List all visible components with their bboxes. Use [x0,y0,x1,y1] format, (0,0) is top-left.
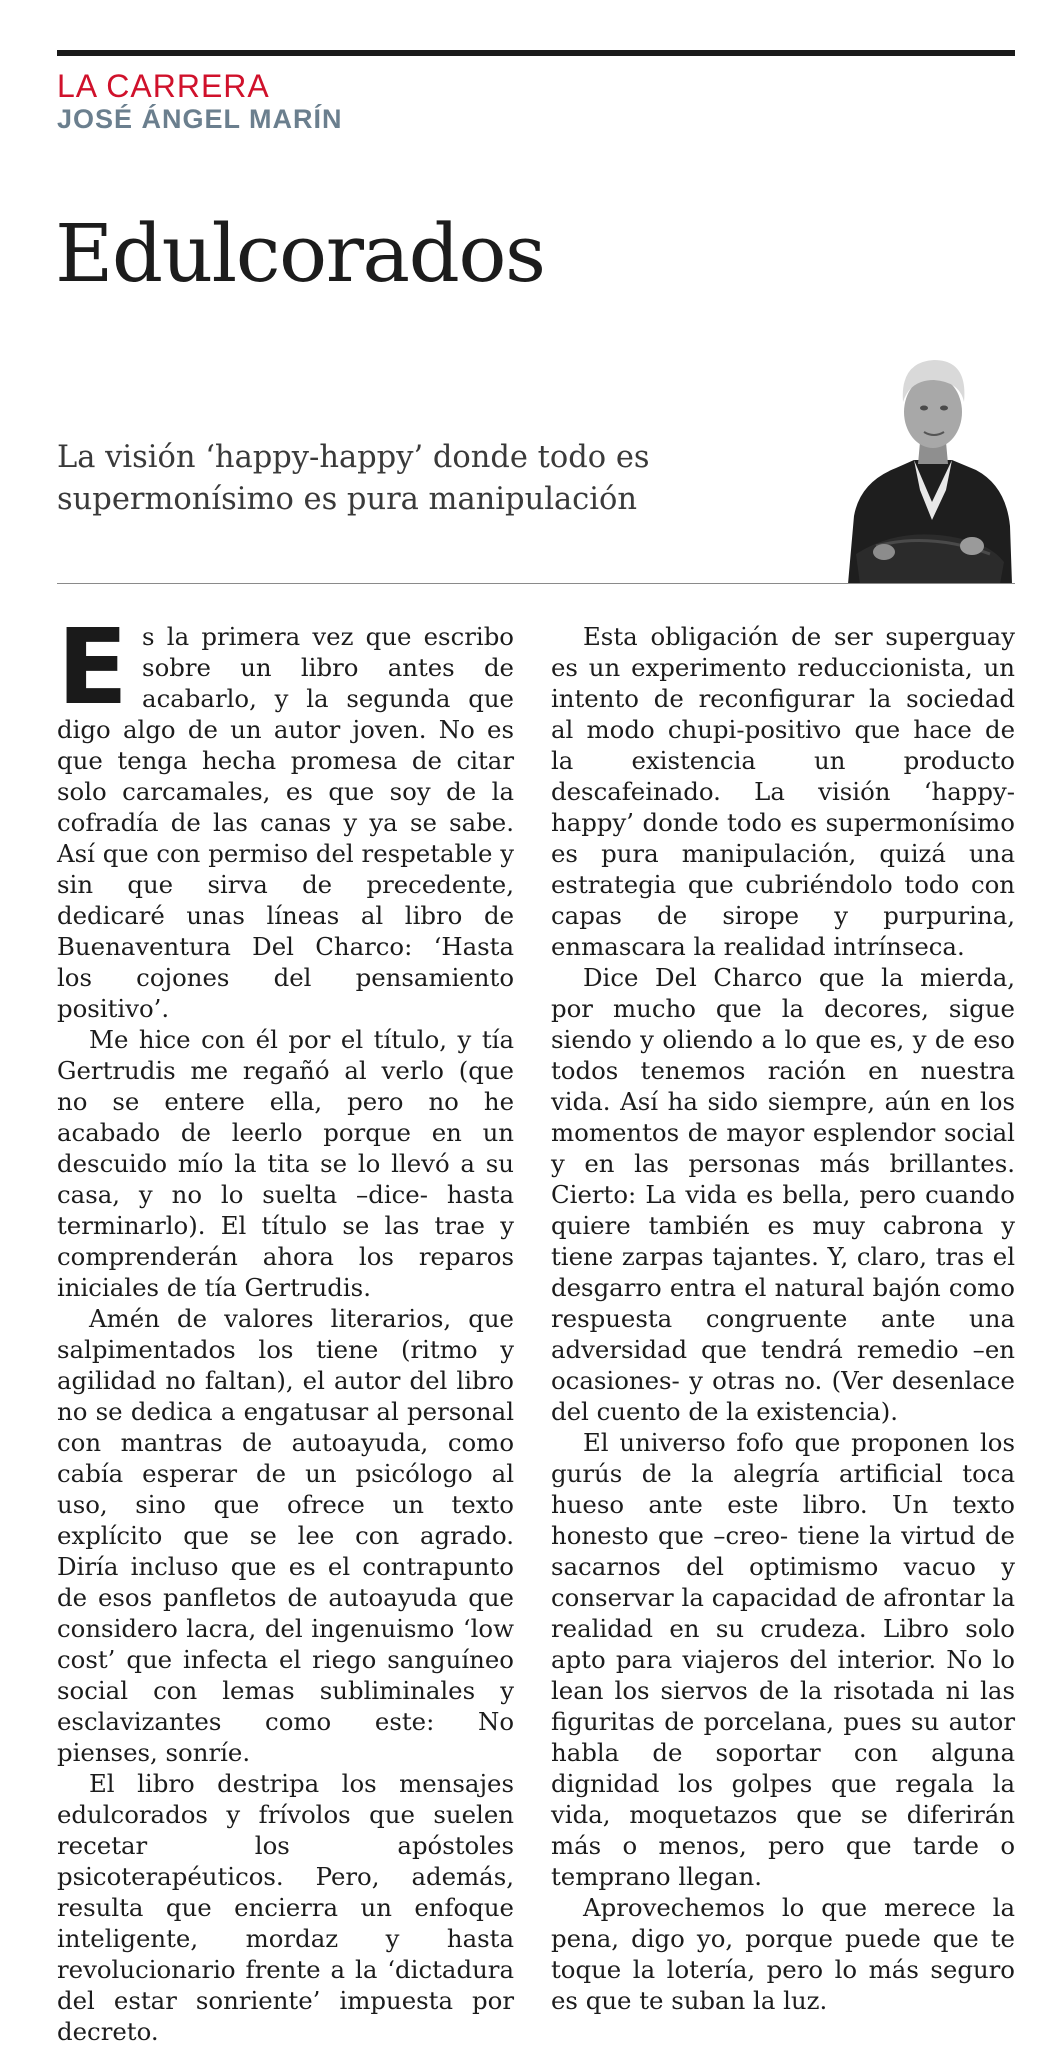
paragraph-8: Aprovechemos lo que merece la pena, digo yo, porque puede que te toque la lotería, pero lo más seguro es que te suban la luz. [551,1893,1015,2015]
subheadline: La visión ‘happy-happy’ donde todo es supermonísimo es pura manipulación [57,440,650,517]
drop-cap: E [57,606,129,728]
top-rule [57,50,1015,56]
column-right [551,621,1015,2016]
paragraph-2: Me hice con él por el título, y tía Gertrudis me regañó al verlo (que no se entere ella, pero no he acabado de leerlo porque en un descuido mío la tita se lo llevó a su casa, y no lo suelta –dice- hasta terminarlo). El título se las trae y comprenderán ahora los reparos iniciales de tía Gertrudis. [57,1025,514,1302]
paragraph-3: Amén de valores literarios, que salpimentados los tiene (ritmo y agilidad no faltan), el autor del libro no se dedica a engatusar al personal con mantras de autoayuda, como cabía esperar de un psicólogo al uso, sino que ofrece un texto explícito que se lee con agrado. Diría incluso que es el contrapunto de esos panfletos de autoayuda que considero lacra, del ingenuismo ‘low cost’ que infecta el riego sanguíneo social con lemas subliminales y esclavizantes como este: No pienses, sonríe. [57,1304,514,1767]
section-label: LA CARRERA [57,68,270,104]
paragraph-5: Esta obligación de ser superguay es un experimento reduccionista, un intento de reconfigurar la sociedad al modo chupi-positivo que hace de la existencia un producto descafeinado. La visión ‘happy-happy’ donde todo es supermonísimo es pura manipulación, quizá una estrategia que cubriéndolo todo con capas de sirope y purpurina, enmascara la realidad intrínseca. [551,622,1015,961]
headline: Edulcorados [55,207,545,300]
author-name: JOSÉ ÁNGEL MARÍN [57,104,343,134]
paragraph-4: El libro destripa los mensajes edulcorados y frívolos que suelen recetar los apóstoles psicoterapéuticos. Pero, además, resulta que encierra un enfoque inteligente, mordaz y hasta revolucionario frente a la ‘dictadura del estar sonriente’ impuesta por decreto. [57,1769,514,2046]
paragraph-6: Dice Del Charco que la mierda, por mucho que la decores, sigue siendo y oliendo a lo que es, y de eso todos tenemos ración en nuestra vida. Así ha sido siempre, aún en los momentos de mayor esplendor social y en las personas más brillantes. Cierto: La vida es bella, pero cuando quiere también es muy cabrona y tiene zarpas tajantes. Y, claro, tras el desgarro entra el natural bajón como respuesta congruente ante una adversidad que tendrá remedio –en ocasiones- y otras no. (Ver desenlace del cuento de la existencia). [551,963,1015,1426]
author-portrait [840,340,1015,584]
column-left [57,606,514,2047]
paragraph-1-text: s la primera vez que escribo sobre un libro antes de acabarlo, y la segunda que digo algo de un autor joven. No es que tenga hecha promesa de citar solo carcamales, es que soy de la cofradía de las canas y ya se sabe. Así que con permiso del respetable y sin que sirva de precedente, dedicaré unas líneas al libro de Buenaventura Del Charco: ‘Hasta los cojones del pensamiento positivo’. [57,622,514,1023]
paragraph-7: El universo fofo que proponen los gurús de la alegría artificial toca hueso ante este libro. Un texto honesto que –creo- tiene la virtud de sacarnos del optimismo vacuo y conservar la capacidad de afrontar la realidad en su crudeza. Libro solo apto para viajeros del interior. No lo lean los siervos de la risotada ni las figuritas de porcelana, pues su autor habla de soportar con alguna dignidad los golpes que regala la vida, moquetazos que se diferirán más o menos, pero que tarde o temprano llegan. [551,1428,1015,1891]
paragraph-1 [57,606,514,1024]
section-divider [57,583,1015,584]
